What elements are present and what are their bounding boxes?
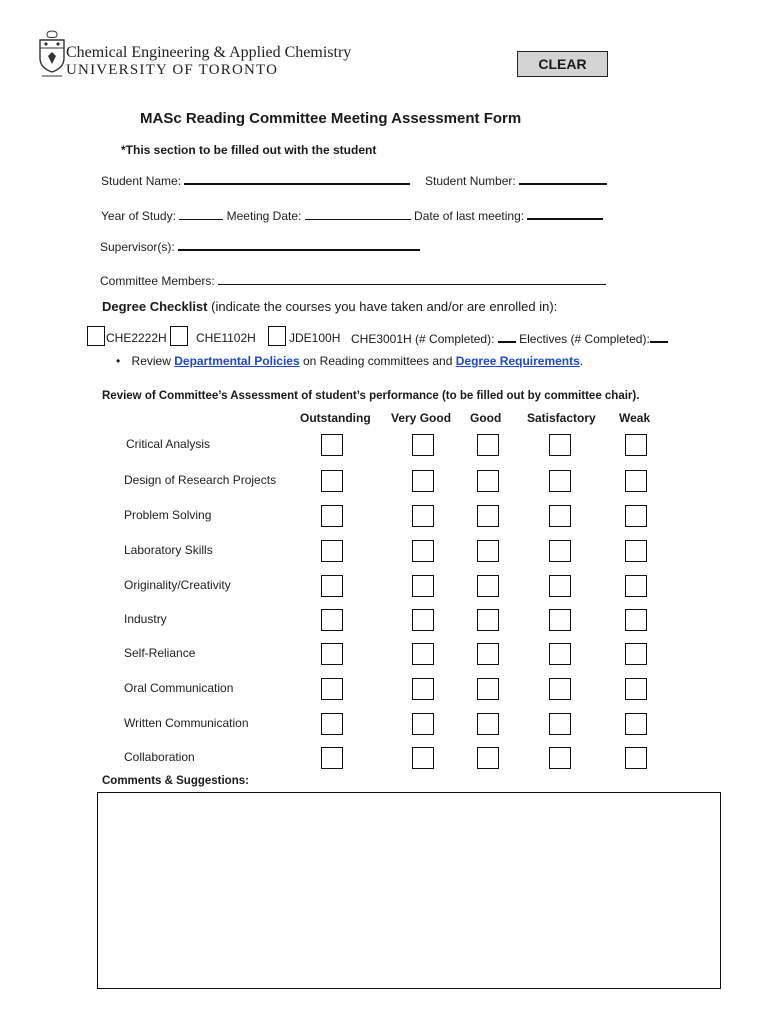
degree-checklist-heading: Degree Checklist (102, 299, 208, 314)
rating-checkbox-originality-creativity-good[interactable] (477, 575, 499, 597)
course-che2222h-label: CHE2222H (106, 331, 167, 345)
rating-checkbox-critical-analysis-outstanding[interactable] (321, 434, 343, 456)
electives-completed-label: Electives (# Completed): (519, 332, 650, 346)
rating-checkbox-problem-solving-good[interactable] (477, 505, 499, 527)
rating-checkbox-design-of-research-projects-weak[interactable] (625, 470, 647, 492)
student-name-label: Student Name: (101, 174, 182, 188)
student-section-note: *This section to be filled out with the student (121, 143, 377, 157)
criterion-label-written-communication: Written Communication (124, 716, 249, 730)
rating-checkbox-originality-creativity-very-good[interactable] (412, 575, 434, 597)
criterion-label-industry: Industry (124, 612, 167, 626)
review-text: Review (131, 354, 171, 368)
column-good: Good (470, 411, 502, 425)
rating-checkbox-oral-communication-good[interactable] (477, 678, 499, 700)
rating-checkbox-collaboration-very-good[interactable] (412, 747, 434, 769)
meeting-date-field[interactable] (305, 207, 411, 220)
rating-checkbox-written-communication-weak[interactable] (625, 713, 647, 735)
rating-checkbox-critical-analysis-satisfactory[interactable] (549, 434, 571, 456)
criterion-label-collaboration: Collaboration (124, 750, 195, 764)
rating-checkbox-oral-communication-satisfactory[interactable] (549, 678, 571, 700)
course-jde100h-label: JDE100H (289, 331, 341, 345)
rating-checkbox-self-reliance-good[interactable] (477, 643, 499, 665)
review-middle-text: on Reading committees and (302, 354, 453, 368)
meeting-date-label: Meeting Date: (226, 209, 302, 223)
rating-checkbox-laboratory-skills-good[interactable] (477, 540, 499, 562)
comments-label: Comments & Suggestions: (102, 775, 249, 787)
committee-members-label: Committee Members: (100, 274, 215, 288)
rating-checkbox-collaboration-good[interactable] (477, 747, 499, 769)
year-of-study-label: Year of Study: (101, 209, 176, 223)
rating-checkbox-written-communication-outstanding[interactable] (321, 713, 343, 735)
degree-requirements-link[interactable]: Degree Requirements (455, 354, 580, 368)
rating-checkbox-self-reliance-outstanding[interactable] (321, 643, 343, 665)
rating-checkbox-industry-satisfactory[interactable] (549, 609, 571, 631)
course-che1102h-checkbox[interactable] (170, 326, 188, 346)
electives-completed-field[interactable] (650, 331, 668, 343)
criterion-label-self-reliance: Self-Reliance (124, 646, 196, 660)
rating-checkbox-design-of-research-projects-very-good[interactable] (412, 470, 434, 492)
rating-checkbox-industry-outstanding[interactable] (321, 609, 343, 631)
criterion-label-oral-communication: Oral Communication (124, 681, 234, 695)
column-satisfactory: Satisfactory (527, 411, 596, 425)
rating-checkbox-laboratory-skills-outstanding[interactable] (321, 540, 343, 562)
rating-checkbox-problem-solving-very-good[interactable] (412, 505, 434, 527)
rating-checkbox-oral-communication-weak[interactable] (625, 678, 647, 700)
che3001h-completed-field[interactable] (498, 331, 516, 343)
rating-checkbox-laboratory-skills-weak[interactable] (625, 540, 647, 562)
course-che1102h-label: CHE1102H (196, 331, 256, 345)
degree-checklist-instruction: (indicate the courses you have taken and/or are enrolled in): (211, 299, 558, 314)
rating-checkbox-written-communication-good[interactable] (477, 713, 499, 735)
rating-checkbox-oral-communication-very-good[interactable] (412, 678, 434, 700)
column-very-good: Very Good (391, 411, 452, 425)
clear-button[interactable]: CLEAR (517, 51, 608, 77)
rating-checkbox-originality-creativity-satisfactory[interactable] (549, 575, 571, 597)
rating-checkbox-written-communication-satisfactory[interactable] (549, 713, 571, 735)
rating-checkbox-oral-communication-outstanding[interactable] (321, 678, 343, 700)
rating-checkbox-critical-analysis-good[interactable] (477, 434, 499, 456)
rating-checkbox-collaboration-weak[interactable] (625, 747, 647, 769)
rating-checkbox-laboratory-skills-very-good[interactable] (412, 540, 434, 562)
criterion-label-originality-creativity: Originality/Creativity (124, 578, 231, 592)
rating-checkbox-laboratory-skills-satisfactory[interactable] (549, 540, 571, 562)
course-jde100h-checkbox[interactable] (268, 326, 286, 346)
column-weak: Weak (619, 411, 651, 425)
criterion-label-problem-solving: Problem Solving (124, 508, 212, 522)
rating-checkbox-collaboration-outstanding[interactable] (321, 747, 343, 769)
review-end-text: . (579, 354, 584, 368)
rating-checkbox-self-reliance-satisfactory[interactable] (549, 643, 571, 665)
rating-checkbox-problem-solving-weak[interactable] (625, 505, 647, 527)
review-bullet: • Review Departmental Policies on Reading committees and Degree Requirements. (116, 354, 584, 368)
rating-checkbox-design-of-research-projects-outstanding[interactable] (321, 470, 343, 492)
university-name: UNIVERSITY OF TORONTO (66, 62, 279, 78)
rating-checkbox-design-of-research-projects-good[interactable] (477, 470, 499, 492)
rating-checkbox-collaboration-satisfactory[interactable] (549, 747, 571, 769)
student-name-field[interactable] (184, 171, 410, 185)
rating-checkbox-design-of-research-projects-satisfactory[interactable] (549, 470, 571, 492)
criterion-label-critical-analysis: Critical Analysis (126, 437, 211, 451)
rating-checkbox-originality-creativity-outstanding[interactable] (321, 575, 343, 597)
last-meeting-label: Date of last meeting: (414, 209, 525, 223)
criterion-label-design-of-research-projects: Design of Research Projects (124, 473, 277, 487)
criterion-label-laboratory-skills: Laboratory Skills (124, 543, 213, 557)
student-number-label: Student Number: (425, 174, 516, 188)
rating-checkbox-self-reliance-weak[interactable] (625, 643, 647, 665)
rating-checkbox-written-communication-very-good[interactable] (412, 713, 434, 735)
rating-checkbox-problem-solving-satisfactory[interactable] (549, 505, 571, 527)
rating-checkbox-critical-analysis-weak[interactable] (625, 434, 647, 456)
rating-checkbox-critical-analysis-very-good[interactable] (412, 434, 434, 456)
rating-checkbox-originality-creativity-weak[interactable] (625, 575, 647, 597)
year-of-study-field[interactable] (179, 207, 223, 220)
course-che2222h-checkbox[interactable] (87, 326, 105, 346)
rating-checkbox-self-reliance-very-good[interactable] (412, 643, 434, 665)
student-number-field[interactable] (519, 171, 607, 185)
form-title: MASc Reading Committee Meeting Assessment Form (140, 110, 522, 127)
rating-checkbox-industry-good[interactable] (477, 609, 499, 631)
rating-checkbox-problem-solving-outstanding[interactable] (321, 505, 343, 527)
column-outstanding: Outstanding (300, 411, 371, 425)
comments-textarea[interactable] (97, 792, 721, 989)
rating-checkbox-industry-weak[interactable] (625, 609, 647, 631)
che3001h-completed-label: CHE3001H (# Completed): (351, 332, 495, 346)
committee-members-field[interactable] (218, 272, 606, 285)
rating-checkbox-industry-very-good[interactable] (412, 609, 434, 631)
supervisor-label: Supervisor(s): (100, 240, 175, 254)
departmental-policies-link[interactable]: Departmental Policies (174, 354, 300, 368)
assessment-heading: Review of Committee’s Assessment of student’s performance (to be filled out by committee chair). (102, 390, 640, 402)
supervisor-field[interactable] (178, 237, 420, 251)
department-name: Chemical Engineering & Applied Chemistry (66, 44, 352, 61)
last-meeting-field[interactable] (527, 206, 603, 220)
